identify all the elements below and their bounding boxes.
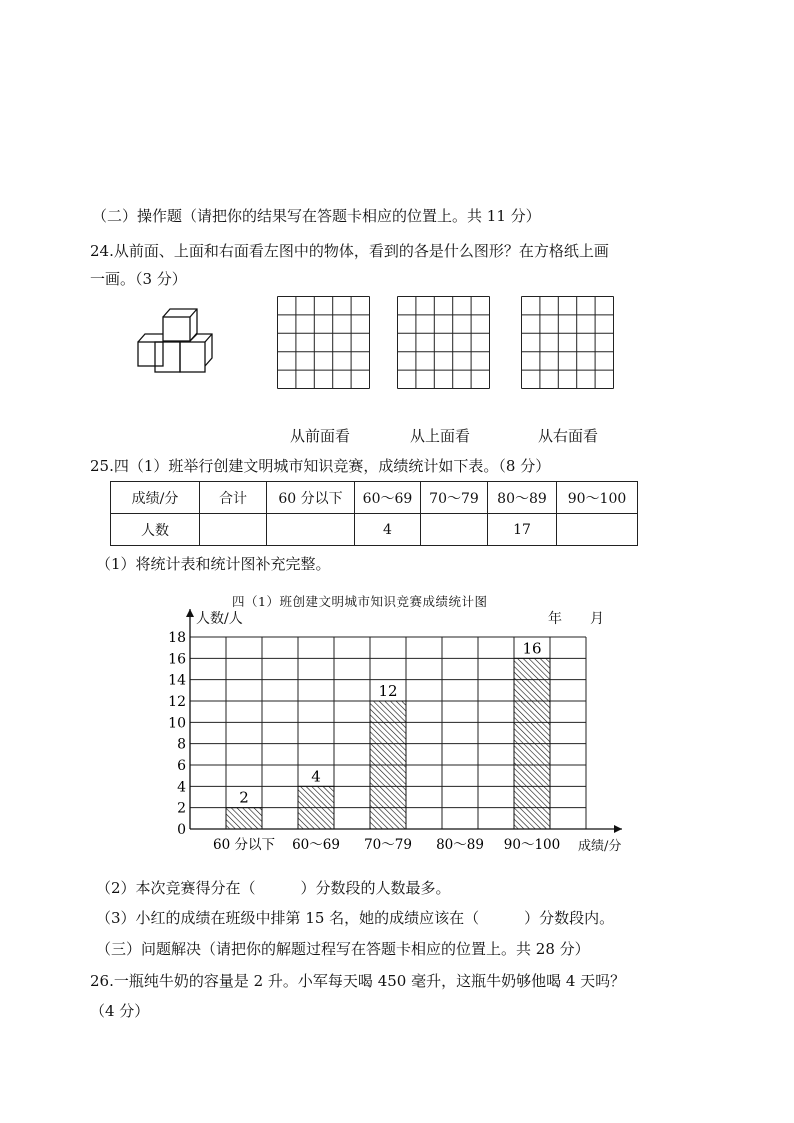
y-tick-label: 10 bbox=[168, 715, 186, 732]
chart-ylabel: 人数/人 bbox=[196, 611, 243, 627]
caption-front: 从前面看 bbox=[290, 427, 351, 445]
bar-value-label: 2 bbox=[239, 788, 249, 807]
chart-xlabel: 成绩/分 bbox=[578, 839, 622, 854]
table-cell: 80～89 bbox=[488, 482, 557, 514]
chart-title: 四（1）班创建文明城市知识竞赛成绩统计图 bbox=[232, 594, 488, 609]
bar bbox=[298, 786, 334, 829]
bar bbox=[370, 701, 406, 829]
chart-year-label: 年 bbox=[548, 611, 562, 627]
q24-line1: 24.从前面、上面和右面看左图中的物体，看到的各是什么图形？在方格纸上画 bbox=[90, 242, 609, 260]
y-tick-label: 16 bbox=[168, 651, 186, 668]
y-tick-label: 18 bbox=[168, 630, 186, 646]
y-tick-label: 6 bbox=[177, 758, 186, 774]
chart-month-label: 月 bbox=[590, 611, 604, 627]
table-cell: 70～79 bbox=[421, 482, 488, 514]
section2-heading: （二）操作题（请把你的结果写在答题卡相应的位置上。共 11 分） bbox=[92, 207, 541, 225]
table-cell: 60 分以下 bbox=[267, 482, 355, 514]
bar-value-label: 12 bbox=[378, 682, 398, 700]
caption-right: 从右面看 bbox=[538, 427, 599, 445]
y-tick-label: 4 bbox=[177, 779, 186, 796]
y-tick-label: 0 bbox=[177, 822, 186, 838]
y-tick-label: 2 bbox=[177, 800, 186, 817]
table-cell: 合计 bbox=[200, 482, 267, 514]
q24-line2: 一画。（3 分） bbox=[90, 270, 187, 288]
table-cell: 4 bbox=[355, 514, 421, 546]
y-tick-label: 12 bbox=[168, 694, 186, 710]
table-cell: 成绩/分 bbox=[111, 482, 200, 514]
table-cell: 90～100 bbox=[557, 482, 638, 514]
caption-top: 从上面看 bbox=[410, 427, 471, 445]
x-tick-label: 90～100 bbox=[503, 837, 561, 853]
bar-value-label: 16 bbox=[522, 639, 542, 658]
x-tick-label: 60～69 bbox=[292, 837, 340, 853]
y-tick-label: 8 bbox=[177, 736, 186, 753]
x-tick-label: 60 分以下 bbox=[213, 837, 275, 853]
q25-sub2: （2）本次竞赛得分在（ ）分数段的人数最多。 bbox=[96, 879, 451, 897]
x-tick-label: 80～89 bbox=[436, 837, 484, 853]
bar bbox=[226, 808, 262, 829]
table-cell: 60～69 bbox=[355, 482, 421, 514]
x-axis-arrow bbox=[614, 825, 622, 833]
q26-line1: 26.一瓶纯牛奶的容量是 2 升。小军每天喝 450 毫升，这瓶牛奶够他喝 4 天吗？ bbox=[90, 972, 626, 990]
y-axis-arrow bbox=[186, 609, 194, 617]
x-tick-label: 70～79 bbox=[364, 837, 412, 853]
q25-sub3: （3）小红的成绩在班级中排第 15 名，她的成绩应该在（ ）分数段内。 bbox=[96, 909, 615, 927]
section3-heading: （三）问题解决（请把你的解题过程写在答题卡相应的位置上。共 28 分） bbox=[96, 940, 590, 958]
y-tick-label: 14 bbox=[168, 672, 186, 689]
q25-intro: 25.四（1）班举行创建文明城市知识竞赛，成绩统计如下表。（8 分） bbox=[90, 457, 551, 475]
table-cell: 17 bbox=[488, 514, 557, 546]
table-cell: 人数 bbox=[111, 514, 200, 546]
bar-value-label: 4 bbox=[311, 767, 321, 786]
q25-sub1: （1）将统计表和统计图补充完整。 bbox=[96, 555, 331, 573]
bar bbox=[514, 658, 550, 829]
q26-line2: （4 分） bbox=[90, 1002, 150, 1020]
